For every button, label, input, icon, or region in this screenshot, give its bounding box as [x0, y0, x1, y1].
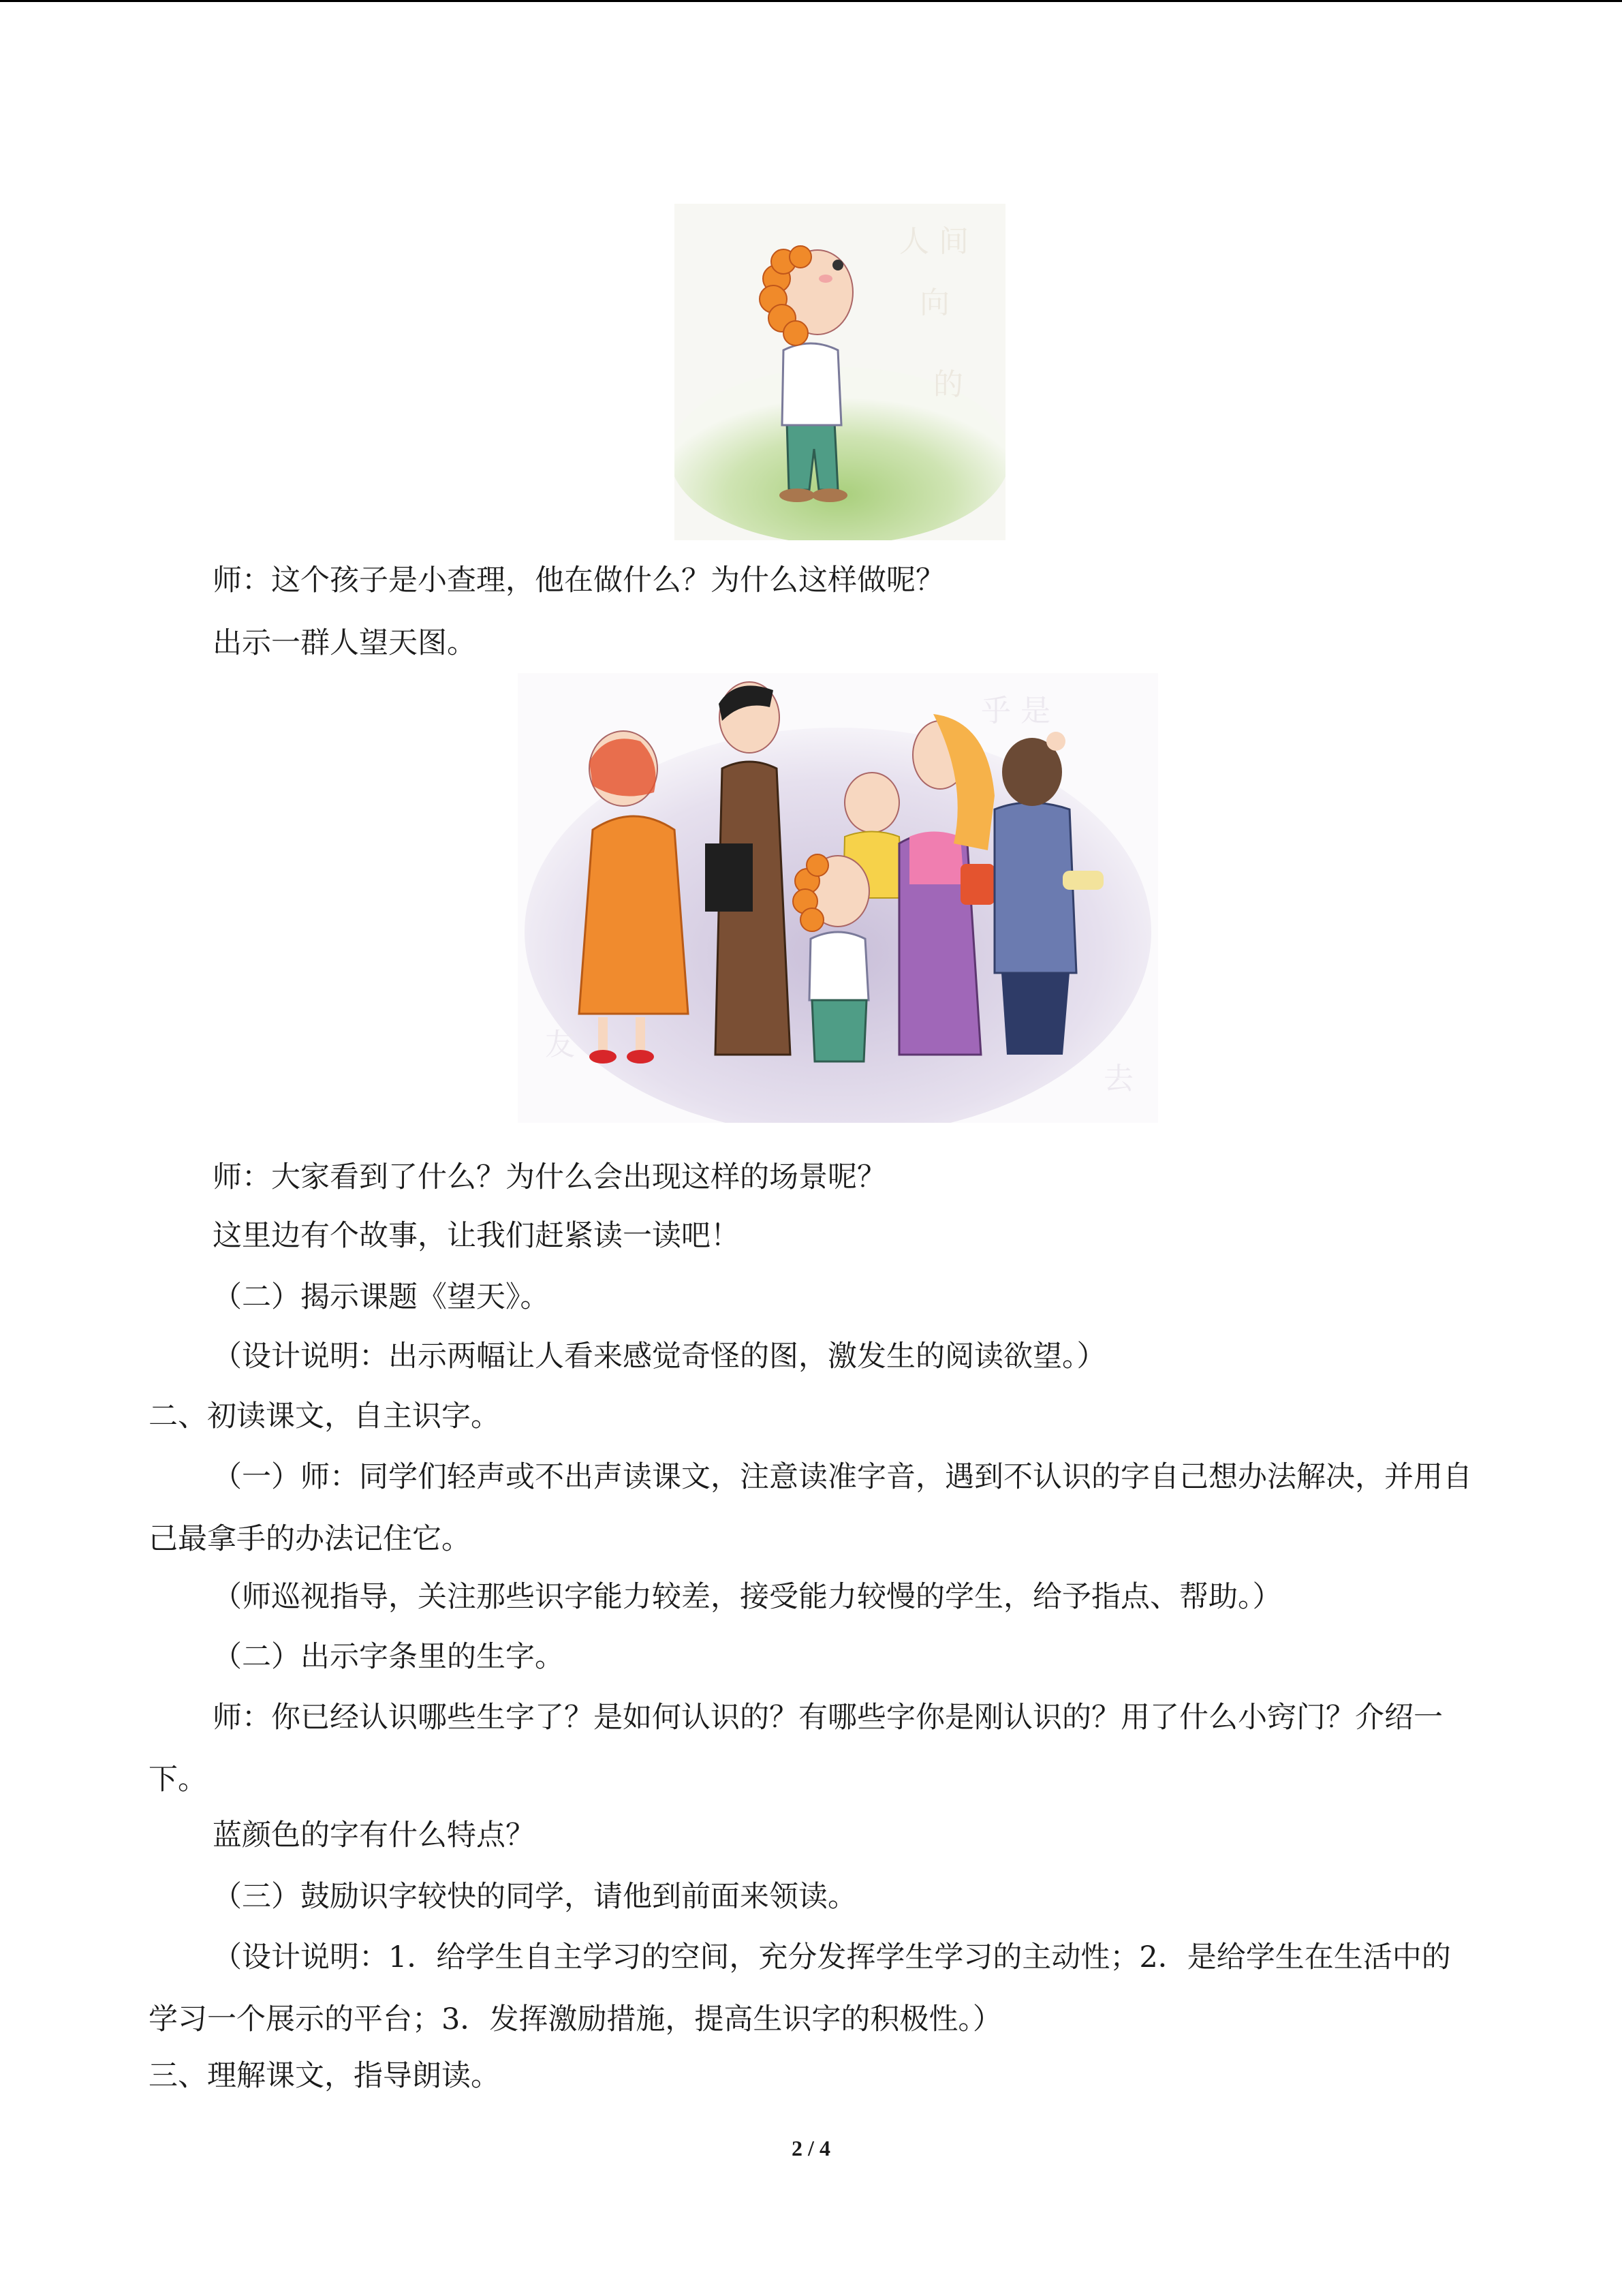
paragraph: 出示一群人望天图。 [213, 626, 476, 660]
page-number: 2 / 4 [792, 2136, 830, 2160]
paragraph: 师：你已经认识哪些生字了？是如何认识的？有哪些字你是刚认识的？用了什么小窍门？介绍一下。 [149, 1701, 1443, 1797]
svg-text:友: 友 [545, 1027, 575, 1062]
svg-text:人 间: 人 间 [899, 224, 969, 259]
paragraph: （一）师：同学们轻声或不出声读课文，注意读准字音，遇到不认识的字自己想办法解决，并用自己最拿手的办法记住它。 [149, 1460, 1472, 1556]
paragraph: （设计说明：出示两幅让人看来感觉奇怪的图，激发生的阅读欲望。） [213, 1339, 1106, 1374]
boy-looking-up-illustration [674, 204, 1005, 540]
paragraph: （二）揭示课题《望天》。 [213, 1280, 550, 1314]
svg-text:的: 的 [933, 367, 963, 402]
paragraph: （二）出示字条里的生字。 [213, 1640, 564, 1674]
svg-text:乎 是: 乎 是 [981, 694, 1050, 728]
paragraph: （师巡视指导，关注那些识字能力较差，接受能力较慢的学生，给予指点、帮助。） [213, 1580, 1282, 1614]
paragraph: （三）鼓励识字较快的同学，请他到前面来领读。 [213, 1880, 857, 1914]
section-heading: 三、理解课文，指导朗读。 [149, 2059, 500, 2093]
crowd-looking-up-illustration [518, 673, 1158, 1123]
section-heading: 二、初读课文，自主识字。 [149, 1399, 500, 1433]
paragraph: （设计说明：1．给学生自主学习的空间，充分发挥学生学习的主动性；2．是给学生在生活中的学习一个展示的平台；3．发挥激励措施，提高生识字的积极性。） [149, 1940, 1451, 2036]
svg-text:向: 向 [920, 285, 950, 320]
document-page [0, 2, 1622, 2296]
paragraph: 蓝颜色的字有什么特点？ [213, 1818, 535, 1852]
paragraph: 这里边有个故事，让我们赶紧读一读吧！ [213, 1219, 740, 1253]
paragraph: 师：这个孩子是小查理，他在做什么？为什么这样做呢？ [213, 563, 945, 598]
svg-text:去: 去 [1104, 1061, 1134, 1096]
paragraph: 师：大家看到了什么？为什么会出现这样的场景呢？ [213, 1160, 886, 1194]
